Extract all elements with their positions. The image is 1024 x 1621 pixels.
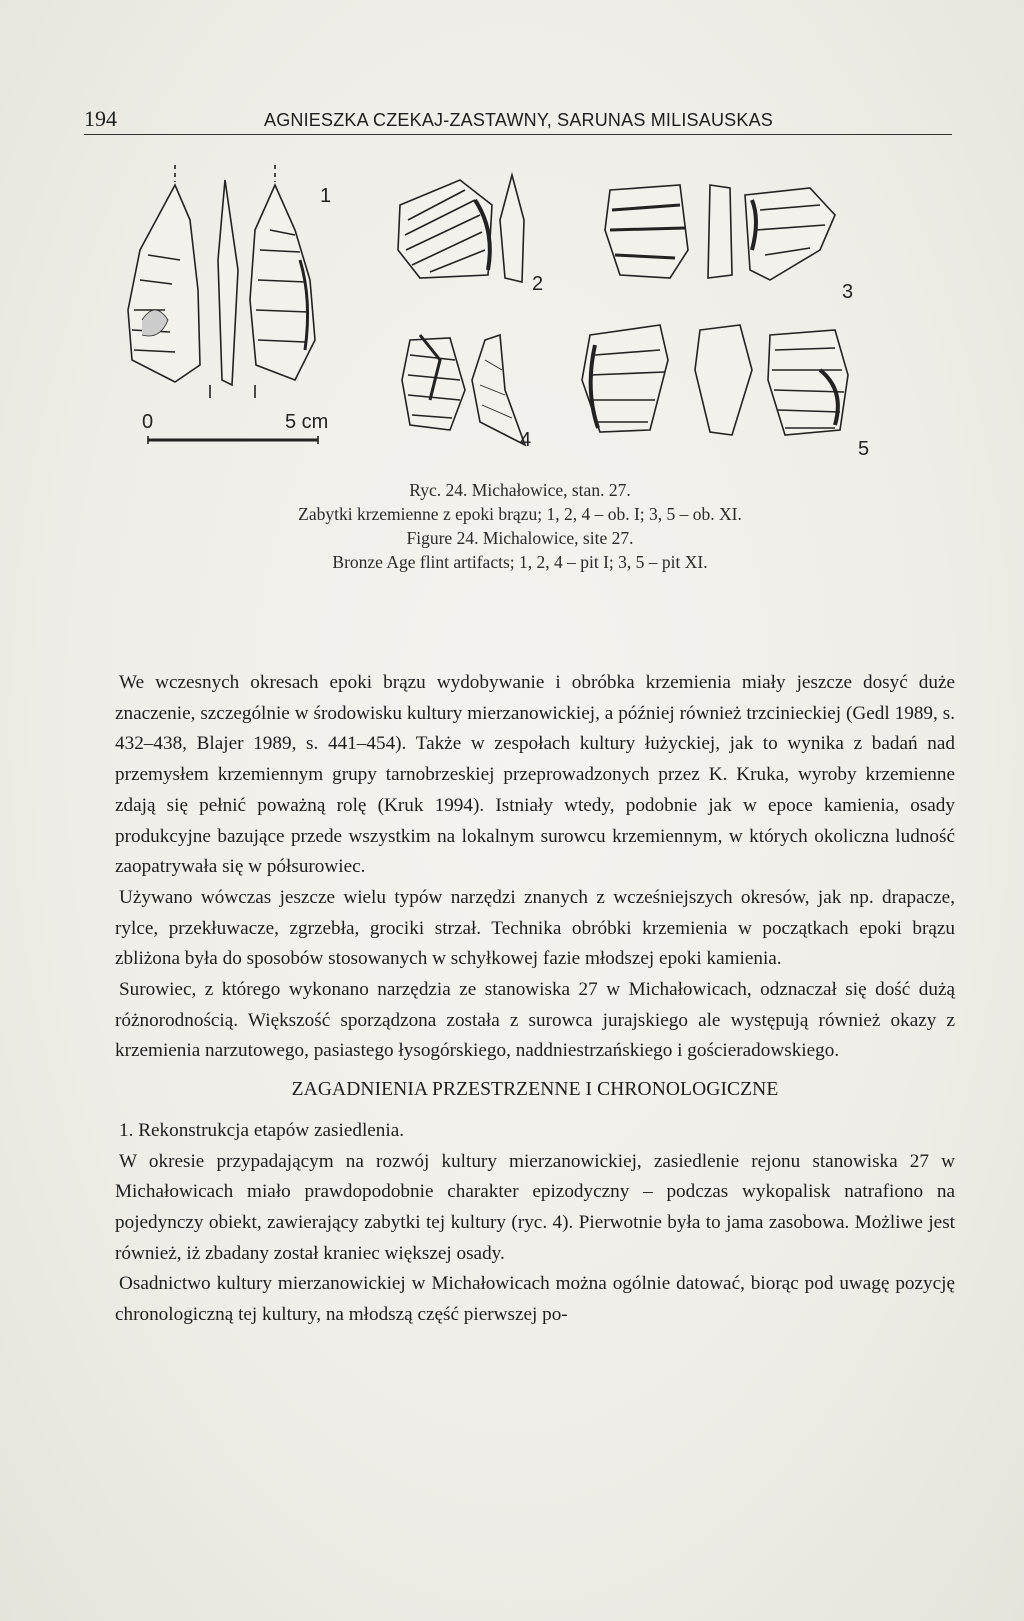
caption-line-3: Figure 24. Michalowice, site 27. <box>406 528 634 548</box>
scale-label-end: 5 cm <box>285 411 329 433</box>
running-head: AGNIESZKA CZEKAJ-ZASTAWNY, SARUNAS MILISAUSKAS <box>264 110 773 130</box>
section-heading: ZAGADNIENIA PRZESTRZENNE I CHRONOLOGICZNE <box>291 1079 779 1101</box>
figure-label-3: 3 <box>842 281 854 303</box>
scale-label-start: 0 <box>142 411 154 433</box>
artifact-1-drawing <box>128 165 315 398</box>
paragraph-2: Używano wówczas jeszcze wielu typów narzędzi znanych z wcześniejszych okresów, jak np. drapacze, rylce, przekłuwacze, zgrzebła, grociki strzał. Technika obróbki krzemienia w początkach epoki brązu zbliżona była do sposobów stosowanych w schyłkowej fazie młodszej epoki kamienia. <box>115 886 955 970</box>
paragraph-3: Surowiec, z którego wykonano narzędzia ze stanowiska 27 w Michałowicach, odznaczał się dość dużą różnorodnością. Większość sporządzona została z surowca jurajskiego ale występują również okazy z krzemienia narzutowego, pasiastego łysogórskiego, naddniestrzańskiego i gościeradowskiego. <box>115 979 955 1062</box>
body-text <box>115 668 955 1331</box>
flint-artifacts-figure <box>120 160 920 470</box>
figure-label-2: 2 <box>532 273 544 295</box>
paragraph-5: Osadnictwo kultury mierzanowickiej w Michałowicach można ogólnie datować, biorąc pod uwagę pozycję chronologiczną tej kultury, na młodszą część pierwszej po- <box>115 1273 955 1326</box>
scale-bar <box>148 436 318 444</box>
caption-line-1: Ryc. 24. Michałowice, stan. 27. <box>409 480 631 500</box>
page-header <box>84 106 952 135</box>
artifact-3-drawing <box>605 185 835 280</box>
artifact-5-drawing <box>582 325 848 435</box>
artifact-4-drawing <box>402 335 525 445</box>
caption-line-2: Zabytki krzemienne z epoki brązu; 1, 2, 4 – ob. I; 3, 5 – ob. XI. <box>298 504 742 524</box>
paragraph-1: We wczesnych okresach epoki brązu wydobywanie i obróbka krzemienia miały jeszcze dosyć duże znaczenie, szczególnie w środowisku kultury mierzanowickiej, a później również trzcinieckiej (Gedl 1989, s. 432–438, Blajer 1989, s. 441–454). Także w zespołach kultury łużyckiej, jak to wynika z badań nad przemysłem krzemiennym grupy tarnobrzeskiej przeprowadzonych przez K. Kruka, wyroby krzemienne zdają się pełnić poważną rolę (Kruk 1994). Istniały wtedy, podobnie jak w epoce kamienia, osady produkcyjne bazujące przede wszystkim na lokalnym surowcu krzemiennym, w których okoliczna ludność zaopatrywała się w półsurowiec. <box>115 672 955 878</box>
artifact-2-drawing <box>398 175 524 282</box>
artifact-drawings <box>120 160 920 470</box>
subsection-heading: 1. Rekonstrukcja etapów zasiedlenia. <box>119 1119 405 1141</box>
figure-label-1: 1 <box>320 185 332 207</box>
figure-caption <box>120 478 920 574</box>
figure-label-5: 5 <box>858 438 870 460</box>
paragraph-4: W okresie przypadającym na rozwój kultury mierzanowickiej, zasiedlenie rejonu stanowiska 27 w Michałowicach miało prawdopodobnie charakter epizodyczny – podczas wykopalisk natrafiono na pojedynczy obiekt, zawierający zabytki tej kultury (ryc. 4). Pierwotnie była to jama zasobowa. Możliwe jest również, iż zbadany został kraniec większej osady. <box>115 1150 955 1264</box>
figure-label-4: 4 <box>520 429 532 451</box>
caption-line-4: Bronze Age flint artifacts; 1, 2, 4 – pit I; 3, 5 – pit XI. <box>332 552 708 572</box>
page-number: 194 <box>84 106 117 131</box>
